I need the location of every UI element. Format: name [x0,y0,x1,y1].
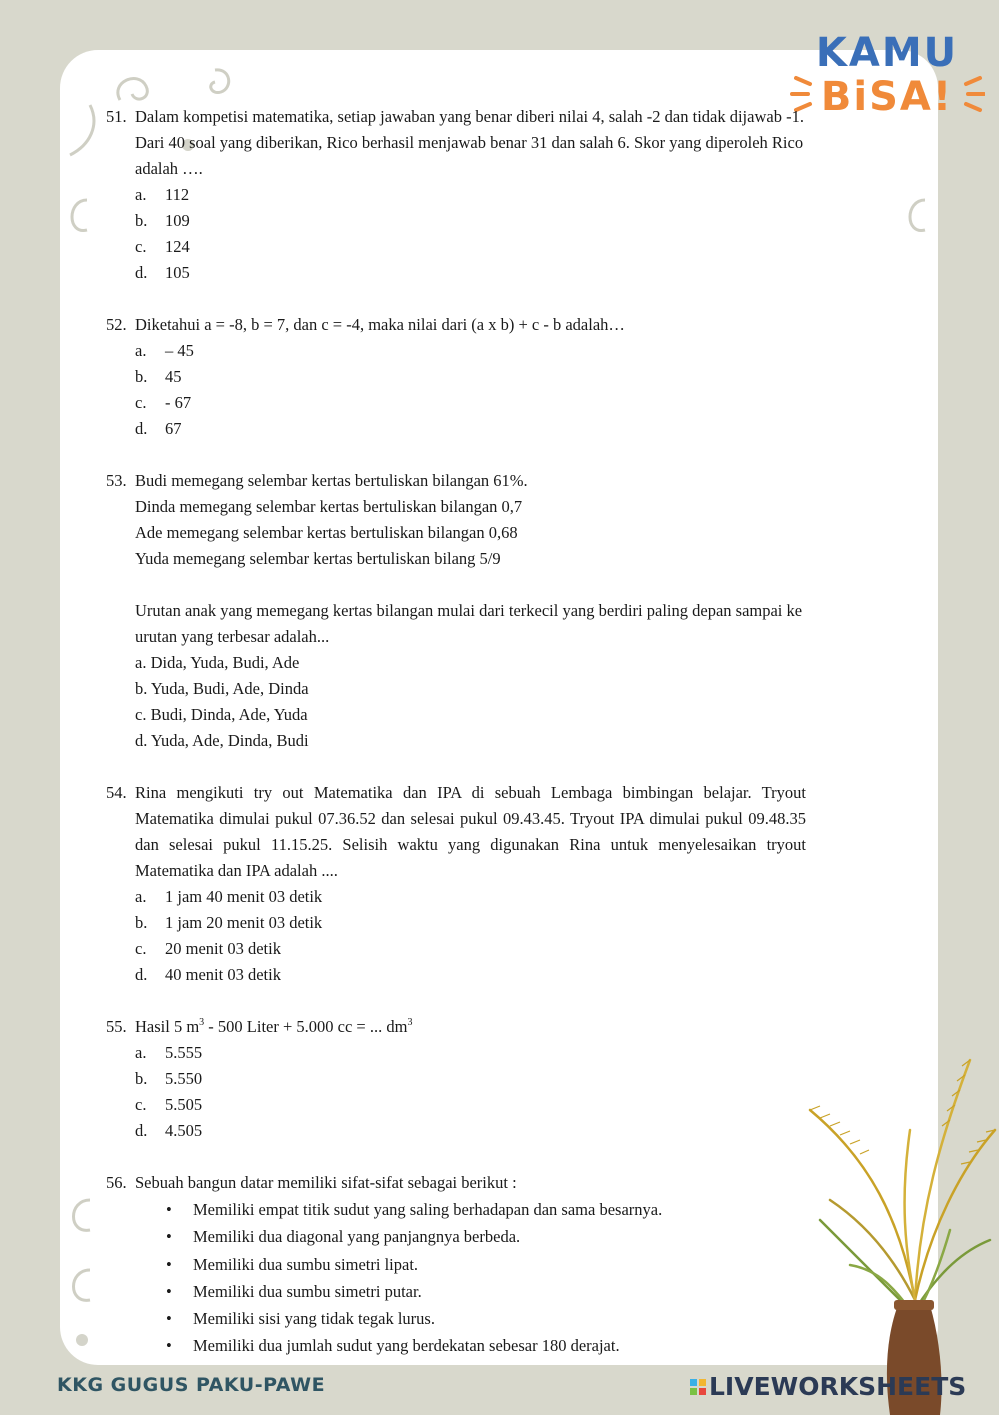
statement-line: Yuda memegang selembar kertas bertuliskan bilang 5/9 [135,549,501,568]
option-c[interactable]: c. 20 menit 03 detik [135,939,281,958]
liveworksheets-brand[interactable] [690,1372,966,1401]
option-a[interactable]: a. 5.555 [135,1043,203,1062]
question-number: 52. [106,315,127,334]
list-item: • Memiliki dua sumbu simetri putar. [166,1278,806,1305]
footer-school-name: KKG GUGUS PAKU-PAWE [57,1374,326,1396]
question-number: 51. [106,107,127,126]
statement-line: Budi memegang selembar kertas bertuliskan bilangan 61%. [135,471,528,490]
question-number: 55. [106,1017,127,1036]
option-d[interactable]: d. 105 [135,263,190,282]
question-number: 54. [106,783,127,802]
statement-line: Dinda memegang selembar kertas bertuliskan bilangan 0,7 [135,497,523,516]
question-text: Diketahui a = -8, b = 7, dan c = -4, maka nilai dari (a x b) + c - b adalah… [135,315,625,334]
option-d[interactable]: d. 4.505 [135,1121,203,1140]
question-text: Sebuah bangun datar memiliki sifat-sifat sebagai berikut : [135,1173,517,1192]
liveworksheets-icon [690,1379,706,1395]
option-b[interactable]: b. 109 [135,211,190,230]
option-b[interactable]: b. 5.550 [135,1069,203,1088]
option-c[interactable]: c. - 67 [135,393,192,412]
option-d[interactable]: d. 67 [135,419,182,438]
question-number: 53. [106,471,127,490]
logo-line2: BiSA! [820,74,954,120]
question-number: 56. [106,1173,127,1192]
option-d[interactable]: d. 40 menit 03 detik [135,965,281,984]
list-item: • Memiliki dua jumlah sudut yang berdekatan sebesar 180 derajat. [166,1332,806,1359]
option-c[interactable]: c. Budi, Dinda, Ade, Yuda [135,705,308,724]
property-list [106,1196,806,1360]
question-52 [106,312,806,338]
question-54 [106,780,806,884]
option-b[interactable]: b. 45 [135,367,182,386]
option-c[interactable]: c. 5.505 [135,1095,203,1114]
question-text: Dalam kompetisi matematika, setiap jawaban yang benar diberi nilai 4, salah -2 dan tidak dijawab -1. Dari 40 soal yang diberikan, Rico berhasil menjawab benar 31 dan salah 6. Skor yang diperoleh Rico adalah …. [135,107,804,178]
list-item: • Memiliki dua sumbu simetri lipat. [166,1251,806,1278]
question-prompt: Urutan anak yang memegang kertas bilangan mulai dari terkecil yang berdiri paling depan sampai ke urutan yang terbesar adalah... [135,601,803,646]
question-55 [106,1014,806,1040]
question-list [106,104,806,1360]
swirl-ornament-left [62,190,102,250]
option-a[interactable]: a. – 45 [135,341,194,360]
list-item: • Memiliki sisi yang tidak tegak lurus. [166,1305,806,1332]
statement-line: Ade memegang selembar kertas bertuliskan bilangan 0,68 [135,523,518,542]
liveworksheets-label: LIVEWORKSHEETS [709,1372,967,1401]
logo-line1: KAMU [815,30,959,76]
option-a[interactable]: a. 1 jam 40 menit 03 detik [135,887,323,906]
list-item: • Memiliki dua diagonal yang panjangnya berbeda. [166,1223,806,1250]
option-b[interactable]: b. Yuda, Budi, Ade, Dinda [135,679,309,698]
option-b[interactable]: b. 1 jam 20 menit 03 detik [135,913,323,932]
swirl-ornament-right [900,190,940,250]
option-a[interactable]: a. Dida, Yuda, Budi, Ade [135,653,300,672]
option-d[interactable]: d. Yuda, Ade, Dinda, Budi [135,731,309,750]
option-c[interactable]: c. 124 [135,237,190,256]
option-a[interactable]: a. 112 [135,185,190,204]
question-51 [106,104,806,182]
question-text: Rina mengikuti try out Matematika dan IPA di sebuah Lembaga bimbingan belajar. Tryout Matematika dimulai pukul 07.36.52 dan selesai pukul 09.43.45. Tryout IPA dimulai pukul 09.48.35 dan selesai pukul 11.15.25. Selisih waktu yang digunakan Rina untuk menyelesaikan tryout Matematika dan IPA adalah .... [135,783,806,880]
question-53 [106,468,806,650]
question-text: Hasil 5 $m^3 - 500$ Liter + 5.000 cc = ... $dm^3$ [135,1017,413,1036]
kamu-bisa-logo [790,22,985,122]
plant-vase-illustration [790,1050,999,1415]
list-item: • Memiliki empat titik sudut yang saling berhadapan dan sama besarnya. [166,1196,806,1223]
question-56 [106,1170,806,1196]
